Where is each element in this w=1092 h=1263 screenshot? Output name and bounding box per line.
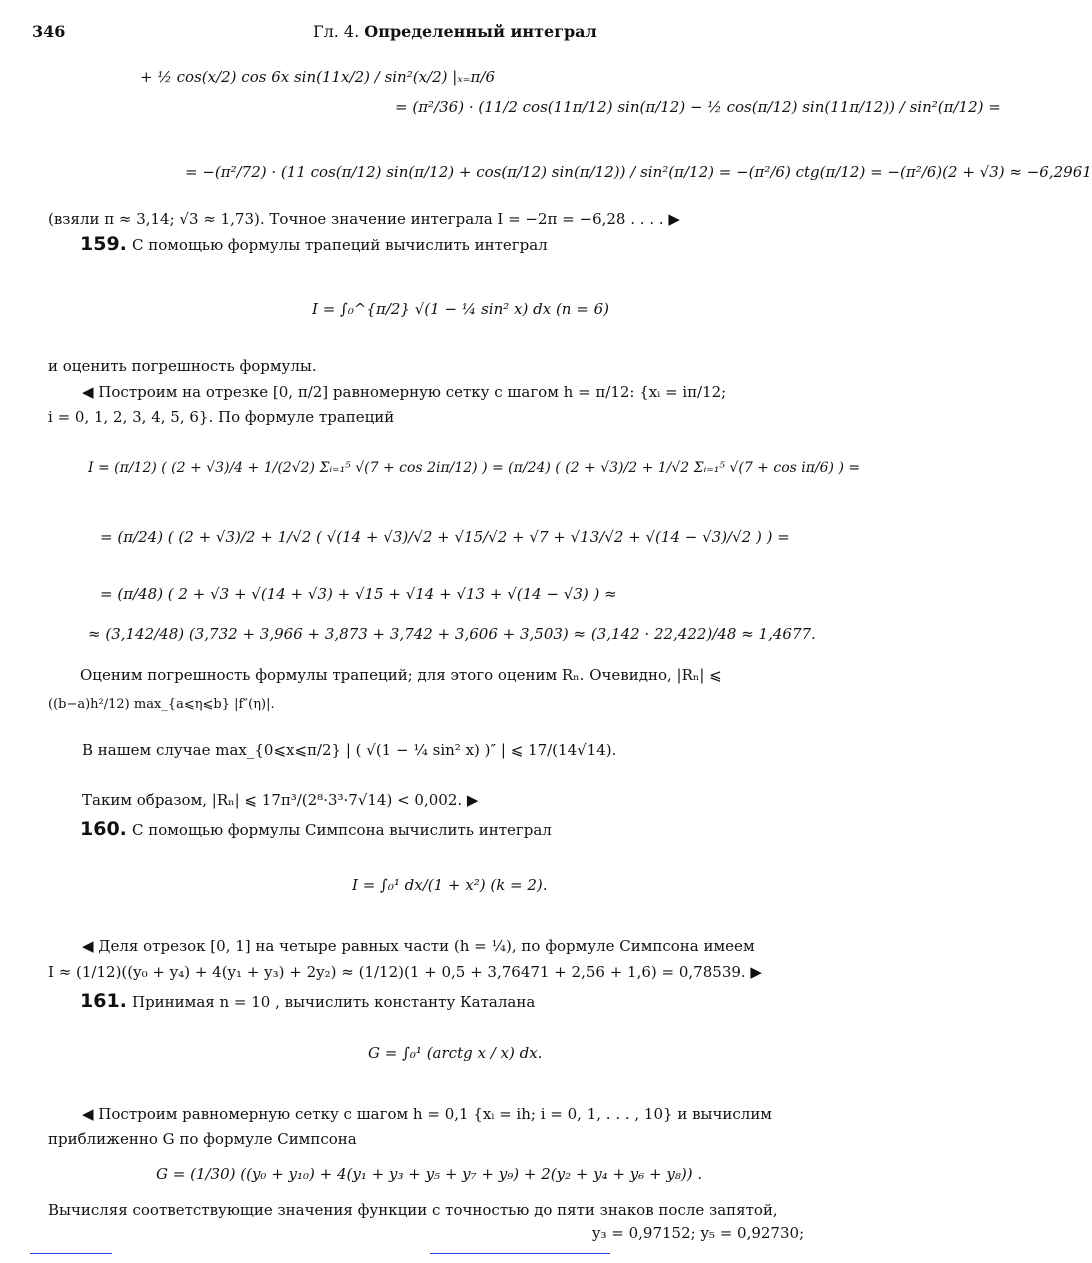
problem-161-number: 161. — [80, 990, 127, 1012]
formula-line-1-left: + ½ cos(x/2) cos 6x sin(11x/2) / sin²(x/2) |ₓ₌π/6 — [140, 68, 496, 86]
trapezoid-eq-3: = (π/48) ( 2 + √3 + √(14 + √3) + √15 + √14 + √13 + √(14 − √3) ) ≈ — [100, 585, 617, 603]
problem-161-solution-1: ◀ Построим равномерную сетку с шагом h = 0,1 {xᵢ = ih; i = 0, 1, . . . , 10} и вычислим — [82, 1105, 772, 1123]
problem-159-heading — [80, 233, 548, 255]
problem-159-statement: С помощью формулы трапеций вычислить интеграл — [131, 236, 548, 254]
error-estimate-1: Оценим погрешность формулы трапеций; для этого оценим Rₙ. Очевидно, |Rₙ| ⩽ — [80, 666, 722, 684]
trapezoid-eq-2: = (π/24) ( (2 + √3)/2 + 1/√2 ( √(14 + √3)/√2 + √15/√2 + √7 + √13/√2 + √(14 − √3)/√2 ) ) = — [100, 528, 790, 546]
problem-159-solution-1: ◀ Построим на отрезке [0, π/2] равномерную сетку с шагом h = π/12: {xᵢ = iπ/12; — [82, 383, 727, 401]
problem-160-solution-1: ◀ Деля отрезок [0, 1] на четыре равных части (h = ¼), по формуле Симпсона имеем — [82, 937, 755, 955]
problem-161-integral: G = ∫₀¹ (arctg x / x) dx. — [368, 1044, 543, 1062]
problem-160-statement: С помощью формулы Симпсона вычислить интеграл — [131, 821, 552, 839]
cut-line: y₃ = 0,97152; y₅ = 0,92730; — [592, 1224, 805, 1242]
trapezoid-eq-4: ≈ (3,142/48) (3,732 + 3,966 + 3,873 + 3,742 + 3,606 + 3,503) ≈ (3,142 · 22,422)/48 ≈ 1,4677. — [88, 625, 816, 643]
formula-line-2: = −(π²/72) · (11 cos(π/12) sin(π/12) + cos(π/12) sin(π/12)) / sin²(π/12) = −(π²/6) ctg(π/12) = −(π²/6)(2 + √3) ≈ −6,2961 — [185, 163, 1092, 181]
case-estimate: В нашем случае max_{0⩽x⩽π/2} | ( √(1 − ¼ sin² x) )″ | ⩽ 17/(14√14). — [82, 741, 617, 759]
problem-161-statement: Принимая n = 10 , вычислить константу Каталана — [131, 993, 536, 1011]
problem-159-integral: I = ∫₀^{π/2} √(1 − ¼ sin² x) dx (n = 6) — [312, 300, 609, 318]
page-number: 346 — [32, 22, 66, 41]
problem-160-heading — [80, 818, 552, 840]
result-estimate: Таким образом, |Rₙ| ⩽ 17π³/(2⁸·3³·7√14) < 0,002. ▶ — [82, 791, 479, 809]
formula-line-1-right: = (π²/36) · (11/2 cos(11π/12) sin(π/12) − ½ cos(π/12) sin(11π/12)) / sin²(π/12) = — [395, 98, 1001, 116]
problem-159-solution-2: i = 0, 1, 2, 3, 4, 5, 6}. По формуле трапеций — [48, 408, 395, 426]
problem-161-heading — [80, 990, 535, 1012]
problem-161-solution-2: приближенно G по формуле Симпсона — [48, 1130, 357, 1148]
chapter-title: Определенный интеграл — [364, 22, 597, 41]
bottom-link-rule-right — [430, 1253, 610, 1254]
bottom-link-rule-left — [30, 1253, 112, 1254]
chapter-label: Гл. 4. — [313, 22, 360, 41]
formula-line-3: (взяли π ≈ 3,14; √3 ≈ 1,73). Точное значение интеграла I = −2π = −6,28 . . . . ▶ — [48, 210, 680, 228]
trapezoid-eq-1: I = (π/12) ( (2 + √3)/4 + 1/(2√2) Σᵢ₌₁⁵ √(7 + cos 2iπ/12) ) = (π/24) ( (2 + √3)/2 + 1/√2 Σᵢ₌₁⁵ √(7 + cos iπ/6) ) = — [88, 460, 861, 476]
problem-160-integral: I = ∫₀¹ dx/(1 + x²) (k = 2). — [352, 876, 548, 894]
error-estimate-2: ((b−a)h²/12) max_{a⩽η⩽b} |f″(η)|. — [48, 697, 275, 712]
problem-160-number: 160. — [80, 818, 127, 840]
problem-160-solution-2: I ≈ (1/12)((y₀ + y₄) + 4(y₁ + y₃) + 2y₂) ≈ (1/12)(1 + 0,5 + 3,76471 + 2,56 + 1,6) = 0,78539. ▶ — [48, 963, 762, 981]
running-head — [313, 22, 597, 41]
problem-159-tail: и оценить погрешность формулы. — [48, 357, 317, 375]
problem-159-number: 159. — [80, 233, 127, 255]
last-line: Вычисляя соответствующие значения функции с точностью до пяти знаков после запятой, — [48, 1201, 778, 1219]
simpson-formula: G = (1/30) ((y₀ + y₁₀) + 4(y₁ + y₃ + y₅ + y₇ + y₉) + 2(y₂ + y₄ + y₆ + y₈)) . — [156, 1165, 703, 1183]
